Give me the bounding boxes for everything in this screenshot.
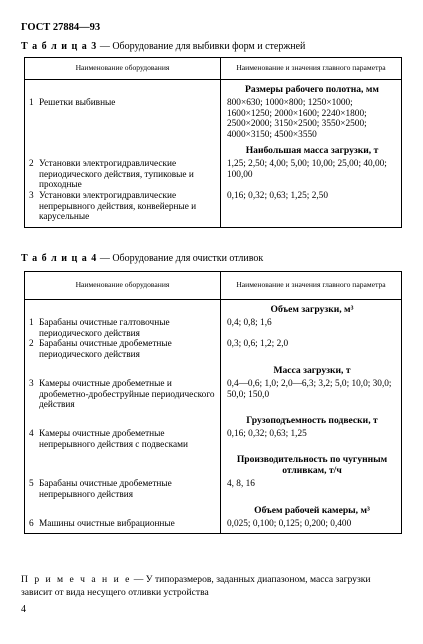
table-row bbox=[25, 339, 402, 360]
param-values: 0,4—0,6; 1,0; 2,0—6,3; 3,2; 5,0; 10,0; 30,0; 50,0; 150,0 bbox=[221, 379, 402, 411]
row-number: 6 bbox=[29, 518, 34, 529]
table-row bbox=[25, 429, 402, 450]
table-row bbox=[25, 479, 402, 500]
table3-col1-header: Наименование оборудования bbox=[25, 58, 221, 80]
table4-col1-header: Наименование оборудования bbox=[25, 272, 221, 300]
table3-caption-label: Т а б л и ц а 3 bbox=[21, 41, 98, 52]
table4-caption bbox=[21, 253, 263, 264]
equipment-name: Решетки выбивные bbox=[39, 98, 116, 109]
param-heading: Грузоподъемность подвески, т bbox=[246, 414, 378, 426]
table-row bbox=[25, 379, 402, 411]
table-row bbox=[25, 361, 402, 379]
table-row bbox=[25, 159, 402, 191]
row-number: 1 bbox=[29, 318, 34, 329]
table-row bbox=[25, 501, 402, 519]
equipment-name: Камеры очистные дробеметные непрерывного действия с подвесками bbox=[39, 428, 189, 450]
table-note bbox=[21, 574, 401, 600]
param-heading: Объем загрузки, м³ bbox=[270, 304, 354, 315]
row-number: 5 bbox=[29, 479, 34, 490]
equipment-name: Установки электрогидравлические непрерывного действия, конвейерные и карусельные bbox=[39, 190, 197, 223]
equipment-name: Машины очистные вибрационные bbox=[39, 518, 175, 529]
table-row bbox=[25, 450, 402, 479]
param-heading: Объем рабочей камеры, м³ bbox=[254, 504, 370, 516]
row-number: 1 bbox=[29, 98, 34, 109]
document-header: ГОСТ 27884—93 bbox=[21, 22, 101, 33]
equipment-name: Барабаны очистные галтовочные периодического действия bbox=[39, 318, 170, 339]
equipment-name: Барабаны очистные дробеметные периодического действия bbox=[39, 339, 172, 361]
row-number: 3 bbox=[29, 190, 34, 201]
param-values: 4, 8, 16 bbox=[221, 479, 402, 500]
param-heading: Наибольшая масса загрузки, т bbox=[245, 144, 379, 156]
row-number: 2 bbox=[29, 158, 34, 169]
table3 bbox=[24, 57, 402, 228]
table4-col2-header: Наименование и значения главного параметра bbox=[221, 272, 402, 300]
param-values: 0,025; 0,100; 0,125; 0,200; 0,400 bbox=[221, 519, 402, 534]
table3-col2-header: Наименование и значения главного параметра bbox=[221, 58, 402, 80]
equipment-name: Установки электрогидравлические периодического действия, тупиковые и проходные bbox=[39, 158, 194, 191]
param-heading: Масса загрузки, т bbox=[273, 364, 351, 376]
row-number: 4 bbox=[29, 428, 34, 439]
table-row bbox=[25, 300, 402, 319]
table3-caption bbox=[21, 41, 305, 52]
note-text: — У типоразмеров, заданных диапазоном, масса загрузки зависит от вида несущего отливки устройства bbox=[21, 574, 371, 598]
table-row bbox=[25, 141, 402, 159]
table4 bbox=[24, 271, 402, 534]
equipment-name: Барабаны очистные дробеметные непрерывного действия bbox=[39, 479, 172, 501]
param-heading: Производительность по чугунным отливкам, т/ч bbox=[236, 454, 388, 477]
table-row bbox=[25, 98, 402, 141]
table4-caption-label: Т а б л и ц а 4 bbox=[21, 253, 98, 264]
param-values: 0,3; 0,6; 1,2; 2,0 bbox=[221, 339, 402, 360]
table4-caption-text: — Оборудование для очистки отливок bbox=[97, 253, 264, 264]
param-values: 0,16; 0,32; 0,63; 1,25; 2,50 bbox=[221, 191, 402, 228]
param-values: 1,25; 2,50; 4,00; 5,00; 10,00; 25,00; 40,00; 100,00 bbox=[221, 159, 402, 191]
table3-caption-text: — Оборудование для выбивки форм и стержней bbox=[97, 41, 306, 52]
param-values: 0,4; 0,8; 1,6 bbox=[221, 318, 402, 339]
table-row bbox=[25, 411, 402, 429]
note-label: П р и м е ч а н и е bbox=[21, 574, 132, 585]
param-values: 0,16; 0,32; 0,63; 1,25 bbox=[221, 429, 402, 450]
page-number: 4 bbox=[21, 604, 26, 615]
table-row bbox=[25, 318, 402, 339]
row-number: 2 bbox=[29, 339, 34, 350]
row-number: 3 bbox=[29, 378, 34, 389]
table-row bbox=[25, 191, 402, 228]
table-row bbox=[25, 80, 402, 99]
equipment-name: Камеры очистные дробеметные и дробеметно-дробеструйные периодического действия bbox=[39, 378, 215, 411]
table-row bbox=[25, 519, 402, 534]
param-heading: Размеры рабочего полотна, мм bbox=[245, 84, 379, 95]
param-values: 800×630; 1000×800; 1250×1000; 1600×1250; 2000×1600; 2240×1800; 2500×2000; 3150×2500; 3550×2500; 4000×3150; 4500×3550 bbox=[221, 98, 402, 141]
